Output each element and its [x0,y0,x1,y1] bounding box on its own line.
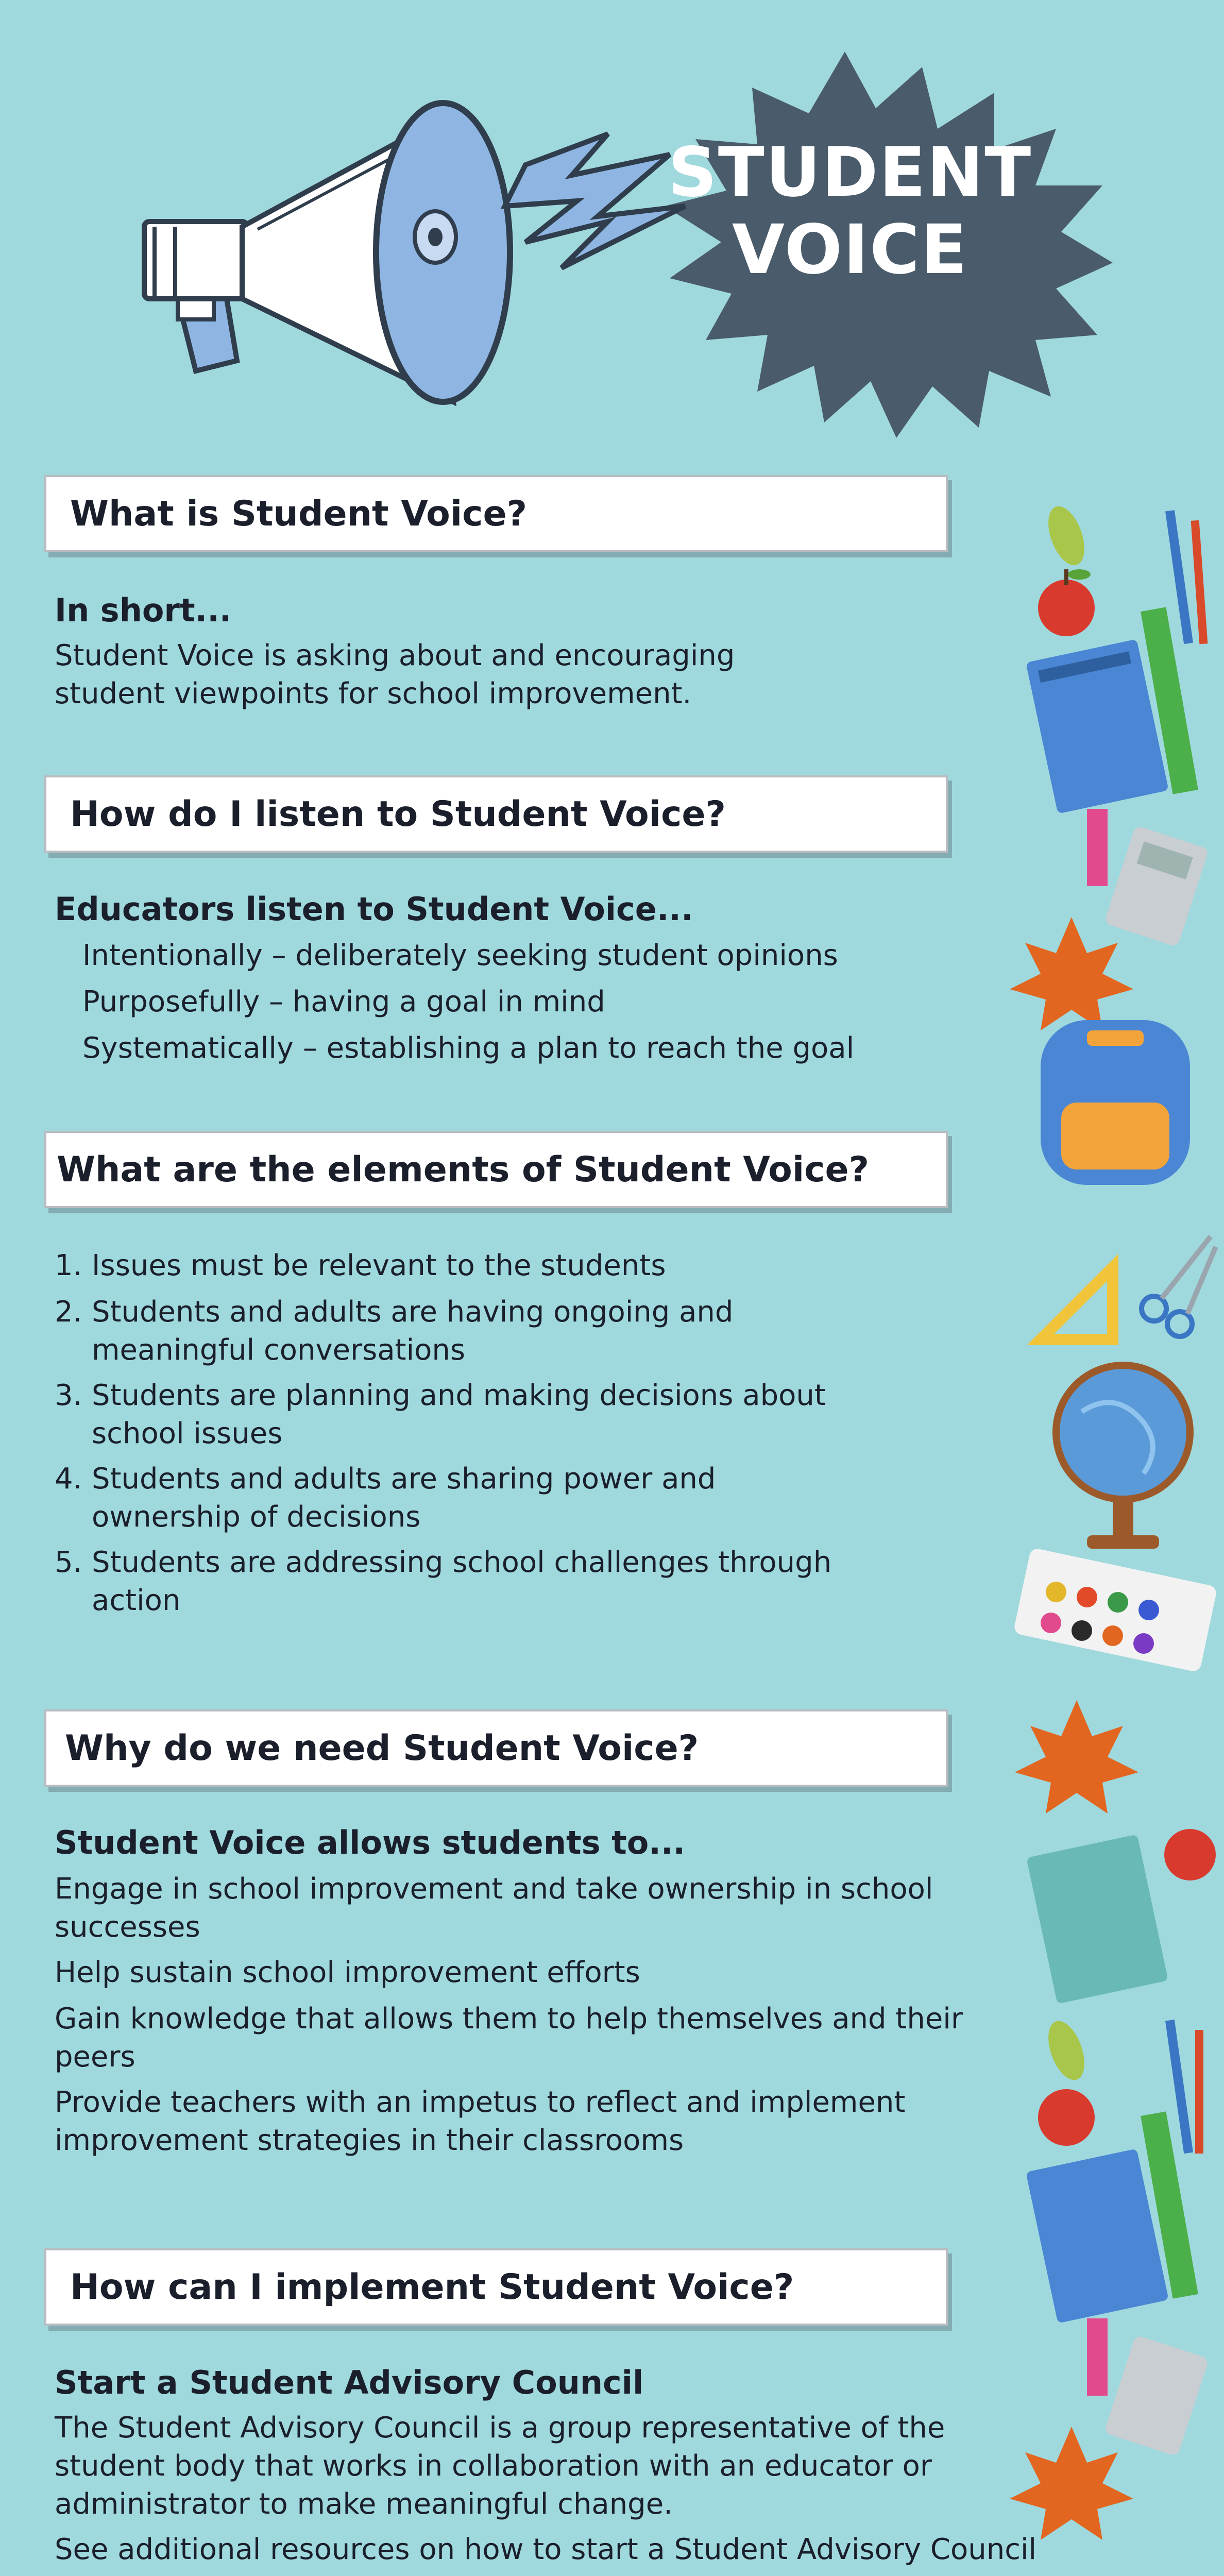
calculator-icon [1104,825,1209,947]
section-title-what: What is Student Voice? [70,493,528,534]
section-title-elements: What are the elements of Student Voice? [57,1149,870,1190]
school-supplies-decoration [1010,464,1224,2576]
notebook-icon [1026,639,1169,814]
why-item-cont: improvement strategies in their classrooms [55,2124,684,2157]
listen-item: Intentionally – deliberately seeking student opinions [82,939,838,972]
section-title-why: Why do we need Student Voice? [65,1727,699,1769]
elements-item-cont: action [92,1584,181,1617]
listen-item: Systematically – establishing a plan to reach the goal [82,1031,855,1065]
apple-icon [1038,569,1095,636]
elements-num: 1. [55,1249,82,1282]
section-header-implement [44,2248,948,2326]
paint-palette-icon [1013,1547,1217,1672]
header-title [639,134,1061,289]
backpack-icon [1041,1020,1190,1185]
listen-subhead: Educators listen to Student Voice... [55,890,693,928]
elements-num: 2. [55,1295,82,1329]
listen-item: Purposefully – having a goal in mind [82,985,605,1019]
elements-item-cont: meaningful conversations [92,1333,466,1367]
implement-subhead: Start a Student Advisory Council [55,2364,644,2401]
implement-body-line: administrator to make meaningful change. [55,2487,673,2521]
elements-num: 5. [55,1546,82,1579]
why-subhead: Student Voice allows students to... [55,1824,686,1861]
why-item: Help sustain school improvement efforts [55,1956,640,1989]
why-item: Engage in school improvement and take ownership in school [55,1872,933,1906]
section-header-why [44,1709,948,1787]
elements-item-cont: ownership of decisions [92,1500,421,1534]
globe-icon [1056,1365,1190,1549]
section-header-listen [44,775,948,853]
why-item-cont: peers [55,2040,135,2074]
header-banner [0,0,1224,453]
elements-item: Students and adults are having ongoing and [92,1295,734,1329]
resources-link[interactable]: See additional resources on how to start a Student Advisory Council [55,2533,1037,2566]
why-item: Gain knowledge that allows them to help themselves and their [55,2002,963,2036]
header-title-line2: VOICE [732,210,968,290]
implement-body-line: The Student Advisory Council is a group representative of the [55,2411,945,2445]
why-item: Provide teachers with an impetus to reflect and implement [55,2086,906,2119]
section-header-what [44,475,948,552]
implement-body-line: student body that works in collaboration with an educator or [55,2449,932,2483]
what-subhead: In short... [55,591,232,629]
section-header-elements [44,1131,948,1208]
section-title-listen: How do I listen to Student Voice? [70,793,726,835]
elements-num: 3. [55,1379,82,1412]
why-item-cont: successes [55,1910,200,1944]
elements-item: Students are planning and making decisions about [92,1379,826,1412]
pencil-icon [1165,510,1208,644]
what-body: Student Voice is asking about and encouraging student viewpoints for school improvement. [55,639,735,710]
elements-num: 4. [55,1462,82,1496]
scissors-icon [1142,1236,1216,1336]
section-title-implement: How can I implement Student Voice? [70,2266,794,2308]
elements-item-cont: school issues [92,1417,283,1450]
elements-item: Issues must be relevant to the students [92,1249,666,1282]
leaf-icon [1041,501,1091,570]
header-title-line1: STUDENT [668,133,1032,212]
elements-item: Students are addressing school challenges through [92,1546,832,1579]
megaphone-icon [144,103,685,402]
elements-item: Students and adults are sharing power and [92,1462,716,1496]
